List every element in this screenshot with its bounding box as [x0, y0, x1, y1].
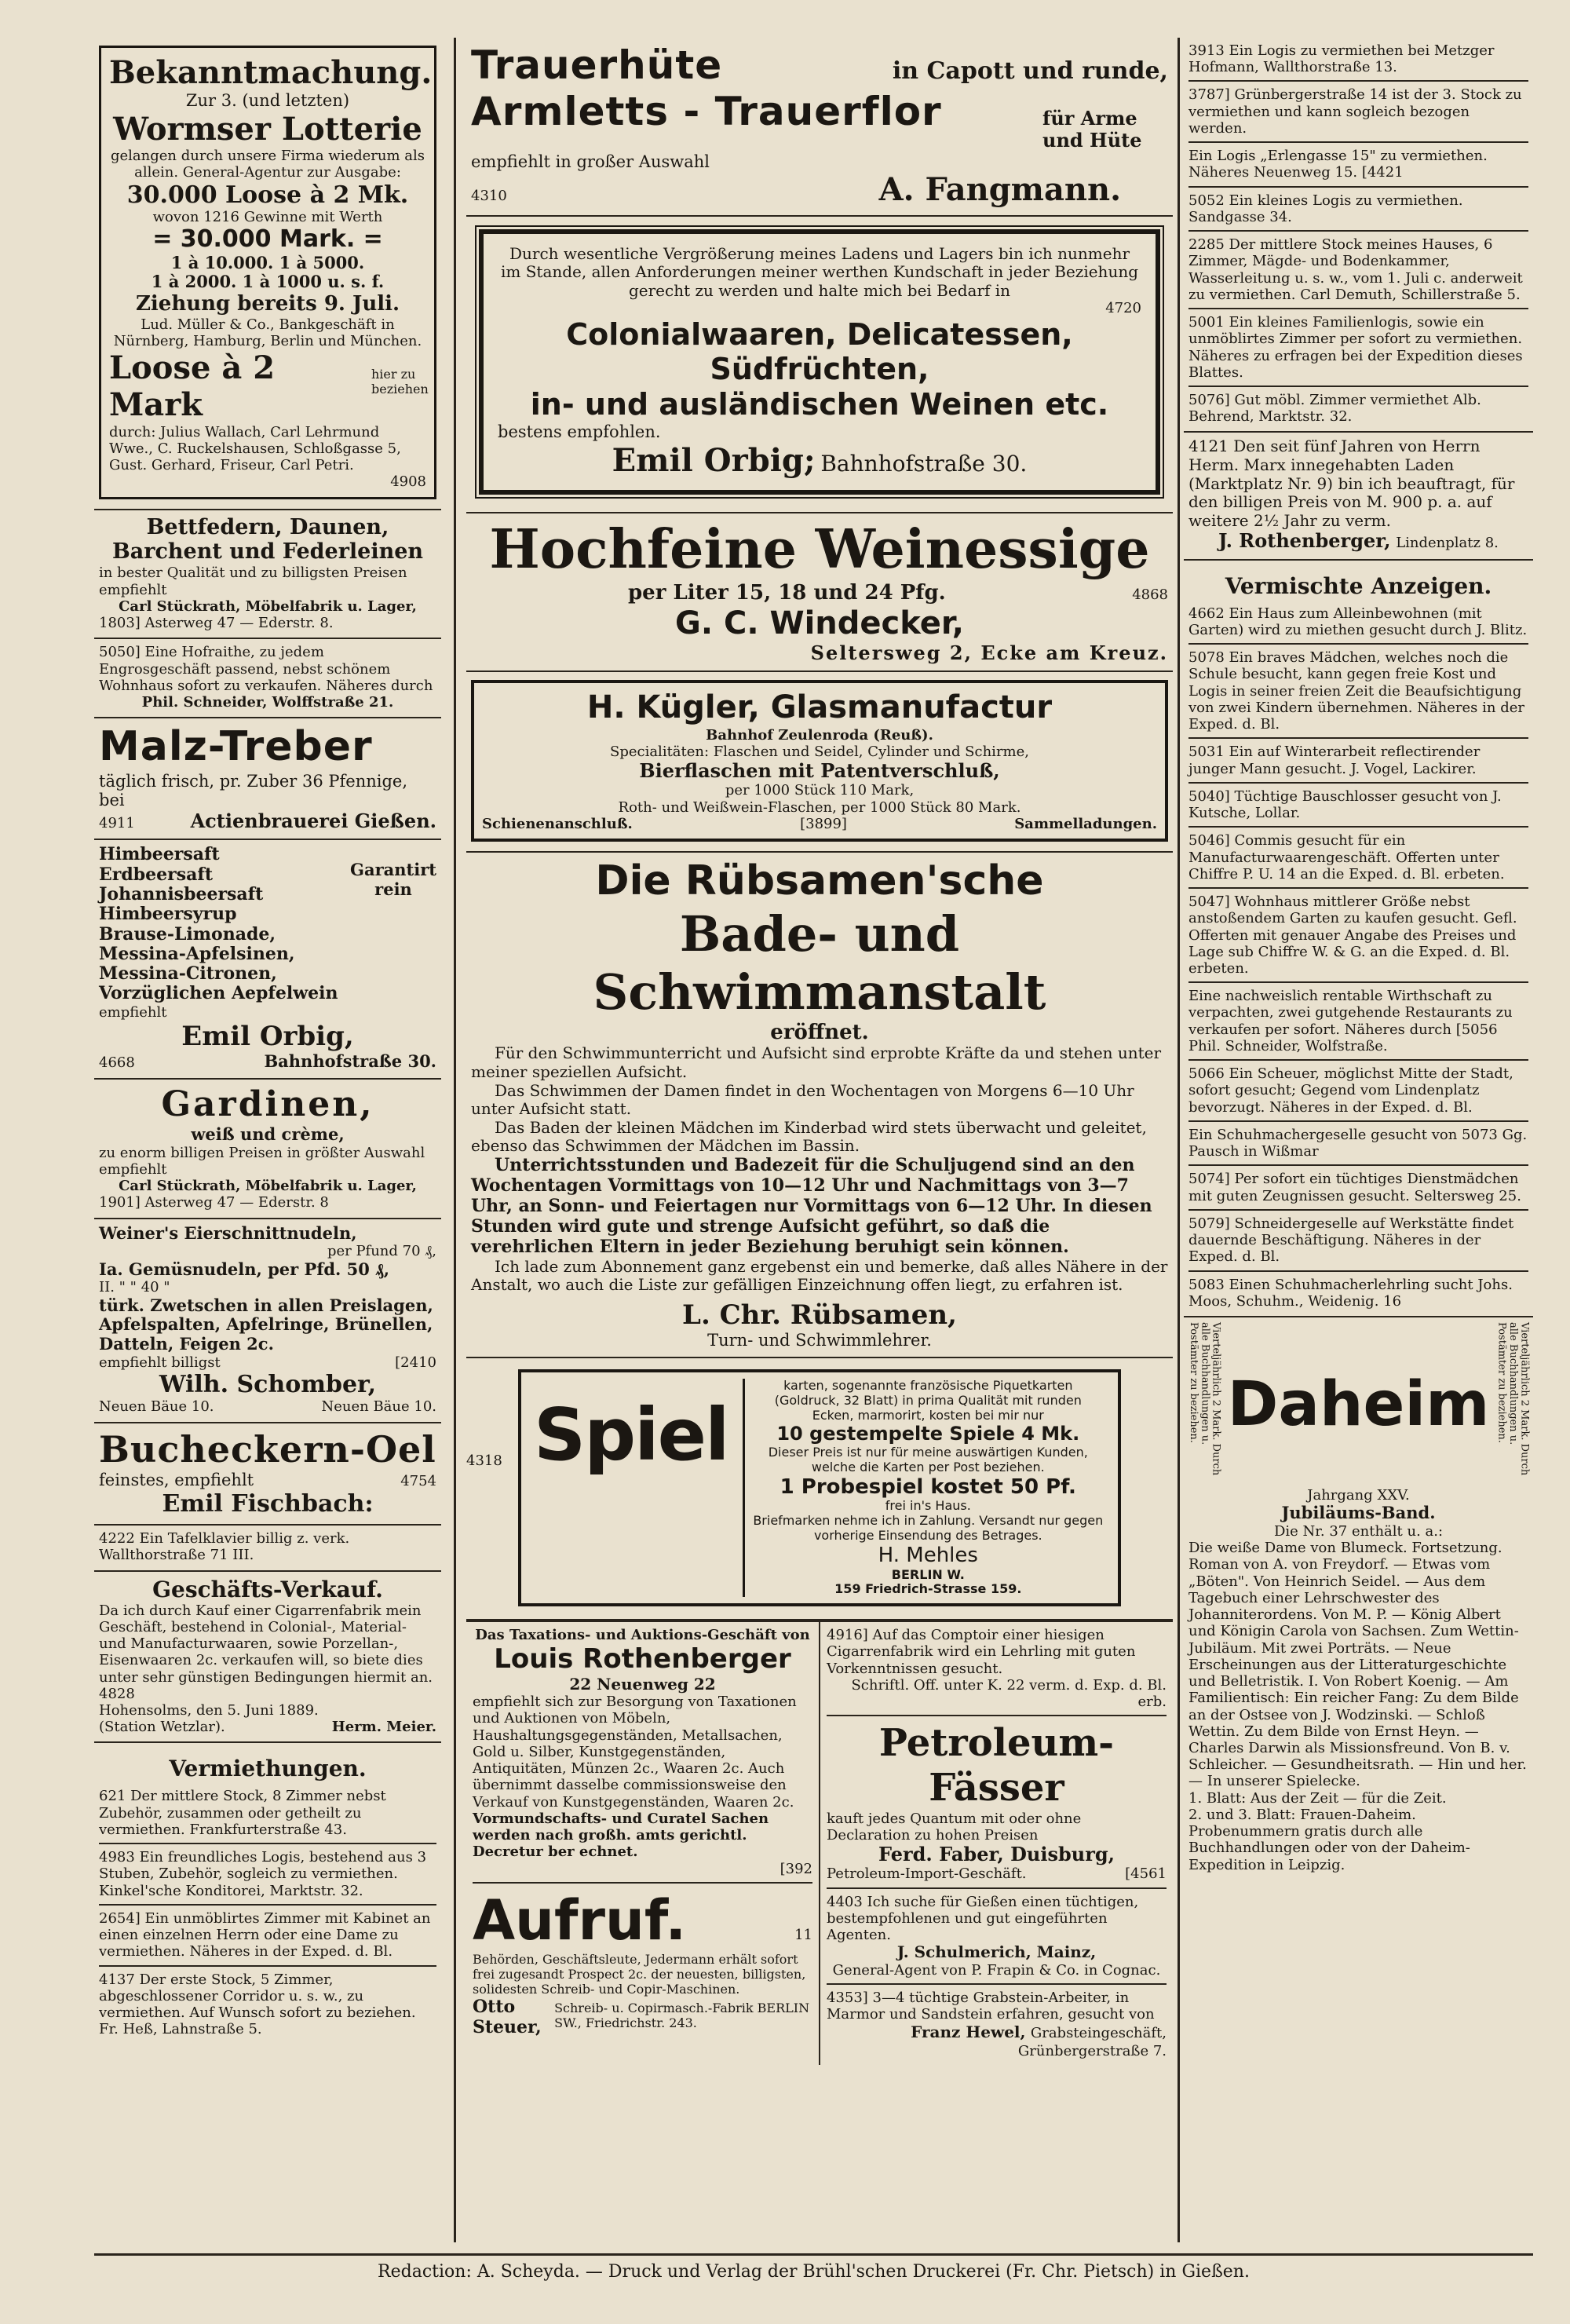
list-item: 5076] Gut möbl. Zimmer vermiethet Alb. Behrend, Marktstr. 32. — [1188, 391, 1481, 426]
ad-bettfedern: Bettfedern, Daunen, Barchent und Federleinen in bester Qualität und zu billigsten Preisen empfiehlt Carl Stückrath, Möbelfabrik u. Lager, 1803] Asterweg 47 — Ederstr. 8. — [94, 510, 441, 640]
ad-hofraithe: 5050] Eine Hofraithe, zu jedem Engrosgeschäft passend, nebst schönem Wohnhaus sofort zu verkaufen. Näheres durch Phil. Schneider, Wolffstraße 21. — [94, 639, 441, 718]
middle-column — [466, 38, 1173, 2065]
list-item: 5031 Ein auf Winterarbeit reflectirender junger Mann gesucht. J. Vogel, Lackirer. — [1188, 744, 1481, 777]
ad-louis-rothenberger: Das Taxations- und Auktions-Geschäft von Louis Rothenberger 22 Neuenweg 22 empfiehlt sich zur Besorgung von Taxationen und Auktionen von Möbeln, Haushaltungsgegenständen, Metallsachen, Gold u. Silber, Kunstgegenständen, Antiquitäten, Münzen 2c., Waaren 2c. Auch übernimmt dasselbe commissionsweise den Verkauf von Kunstgegenständen, Waaren 2c. Vormundschafts- und Curatel Sachen werden nach großh. amts gerichtl. Decretur ber echnet. [392 Aufruf. 11 Behörden, Geschäftsleute, Jedermann erhält sofort frei zugesandt Prospect 2c. der neuesten, billigsten, solidesten Schreib- und Copir-Maschinen. Otto Steuer, Schreib- u. Copirmasch.-Fabrik BERLIN SW., Friedrichstr. 243. — [466, 1622, 820, 2065]
list-item: 5083 Einen Schuhmacherlehrling sucht Johs. Moos, Schuhm., Weidenig. 16 — [1188, 1276, 1513, 1310]
ad-malz-treber: Malz-Treber täglich frisch, pr. Zuber 36 Pfennige, bei 4911 Actienbrauerei Gießen. — [94, 718, 441, 840]
list-item: 2285 Der mittlere Stock meines Hauses, 6 Zimmer, Mägde- und Bodenkammer, Wasserleitung u. s. w., vom 1. Juli c. anderweit zu vermiethen. Carl Demuth, Schillerstraße 5. — [1188, 236, 1523, 303]
list-item: 3787] Grünbergerstraße 14 ist der 3. Stock zu vermiethen und kann sogleich bezogen werden. — [1188, 86, 1522, 137]
ad-laden-marx: 4121 Den seit fünf Jahren von Herrn Herm. Marx innegehabten Laden (Marktplatz Nr. 9) bin ich beauftragt, für den billigen Preis von M. 900 p. a. auf weitere 2½ Jahr zu verm. J. Rothenberger, Lindenplatz 8. — [1184, 433, 1533, 560]
ad-trauerhuete: Trauerhüte in Capott und runde, Armletts - Trauerflor für Arme und Hüte empfiehlt in großer Auswahl 4310 A. Fangmann. — [466, 38, 1173, 217]
list-item: Ein Logis „Erlengasse 15" zu vermiethen. Näheres Neuenweg 15. [4421 — [1188, 148, 1488, 181]
list-item: Eine nachweislich rentable Wirthschaft zu verpachten, zwei gutgehende Restaurants zu verkaufen per sofort. Näheres durch [5056 Phil. Schneider, Wolfstraße. — [1188, 988, 1513, 1054]
ad-aufruf-title: Aufruf. — [473, 1887, 687, 1953]
list-item: Ein Schuhmachergeselle gesucht von 5073 Gg. Pausch in Wißmar — [1188, 1126, 1528, 1160]
section-vermiethungen — [94, 1743, 441, 2044]
list-item: 5047] Wohnhaus mittlerer Größe nebst anstoßendem Garten zu kaufen gesucht. Gefl. Offerten mit genauer Angabe des Preises und Lage sub Chiffre W. & G. an die Exped. d. Bl. erbeten. — [1188, 893, 1517, 977]
ad-wormser-lotterie: Bekanntmachung. Zur 3. (und letzten) Wormser Lotterie gelangen durch unsere Firma wiederum als allein. General-Agentur zur Ausgabe: 30.000 Loose à 2 Mk. wovon 1216 Gewinne mit Werth = 30.000 Mark. = 1 à 10.000. 1 à 5000. 1 à 2000. 1 à 1000 u. s. f. Ziehung bereits 9. Juli. Lud. Müller & Co., Bankgeschäft in Nürnberg, Hamburg, Berlin und München. Loose à 2 Mark hier zu beziehen durch: Julius Wallach, Carl Lehrmund Wwe., C. Ruckelshausen, Schloßgasse 5, Gust. Gerhard, Friseur, Carl Petri. 4908 — [94, 38, 441, 510]
ad-himbeersaft: Himbeersaft Erdbeersaft Johannisbeersaft Himbeersyrup Brause-Limonade, Messina-Apfelsinen, Messina-Citronen, Vorzüglichen Aepfelwein Garantirt rein empfiehlt Emil Orbig, 4668 Bahnhofstraße 30. — [94, 840, 441, 1079]
daheim-title: Daheim — [1227, 1368, 1490, 1440]
list-item: 2654] Ein unmöblirtes Zimmer mit Kabinet an einen einzelnen Herrn oder eine Dame zu vermiethen. Näheres in der Exped. d. Bl. — [99, 1909, 431, 1960]
right-column — [1184, 38, 1533, 1880]
ad-emil-orbig-colonialwaaren: Durch wesentliche Vergrößerung meines Ladens und Lagers bin ich nunmehr im Stande, allen Anforderungen meiner werthen Kundschaft in jeder Beziehung gerecht zu werden und halte mich bei Bedarf in 4720 Colonialwaaren, Delicatessen, Südfrüchten, in- und ausländischen Weinen etc. bestens empfohlen. Emil Orbig; Bahnhofstraße 30. — [466, 217, 1173, 513]
ad-title: Bekanntmachung. — [109, 54, 433, 91]
ad-petroleum-title: Petroleum-Fässer — [878, 1721, 1115, 1811]
list-item: 5074] Per sofort ein tüchtiges Dienstmädchen mit guten Zeugnissen gesucht. Seltersweg 25. — [1188, 1171, 1521, 1204]
spiel-wordmark: Spiel — [528, 1379, 745, 1597]
list-item: 4983 Ein freundliches Logis, bestehend aus 3 Stuben, Zubehör, sogleich zu vermiethen. Kinkel'sche Konditorei, Marktstr. 32. — [99, 1849, 427, 1899]
list-item: 5052 Ein kleines Logis zu vermiethen. Sandgasse 34. — [1188, 192, 1463, 225]
list-item: 621 Der mittlere Stock, 8 Zimmer nebst Zubehör, zusammen oder getheilt zu vermiethen. Frankfurterstraße 43. — [99, 1788, 386, 1838]
section-title: Vermischte Anzeigen. — [1225, 572, 1492, 599]
list-item: 5046] Commis gesucht für ein Manufacturwaarengeschäft. Offerten unter Chiffre P. U. 14 an die Exped. d. Bl. erbeten. — [1188, 832, 1505, 882]
section-title: Vermiethungen. — [169, 1756, 367, 1782]
ad-badeanstalt: Die Rübsamen'sche Bade- und Schwimmanstalt eröffnet. Für den Schwimmunterricht und Aufsicht sind erprobte Kräfte da und stehen unter meiner speziellen Aufsicht. Das Schwimmen der Damen findet in den Wochentagen von Morgens 6—10 Uhr unter Aufsicht statt. Das Baden der kleinen Mädchen im Kinderbad wird stets überwacht und geleitet, ebenso das Schwimmen der Mädchen im Bassin. Unterrichtsstunden und Badezeit für die Schuljugend sind an den Wochentagen Vormittags von 10—12 Uhr und Nachmittags von 3—7 Uhr, an Sonn- und Feiertagen nur Vormittags von 6—12 Uhr. In diesen Stunden wird gute und strenge Aufsicht geführt, so daß die verehrlichen Eltern in jeder Beziehung beruhigt sein können. Ich lade zum Abonnement ganz ergebenst ein und bemerke, daß alles Nähere in der Anstalt, wo auch die Liste zur gefälligen Einzeichnung offen liegt, zu erfahren ist. L. Chr. Rübsamen, Turn- und Schwimmlehrer. — [466, 853, 1173, 1358]
list-item: 5066 Ein Scheuer, möglichst Mitte der Stadt, sofort gesucht; Gegend vom Lindenplatz bevorzugt. Näheres in der Exped. d. Bl. — [1188, 1065, 1513, 1116]
left-column — [94, 38, 441, 2044]
list-item: 4137 Der erste Stock, 5 Zimmer, abgeschlossener Corridor u. s. w., zu vermiethen. Auf Wunsch sofort zu beziehen. Fr. Heß, Lahnstraße 5. — [99, 1971, 416, 2038]
list-item: 5001 Ein kleines Familienlogis, sowie ein unmöblirtes Zimmer per sofort zu vermiethen. Näheres zu erfragen bei der Expedition dieses Blattes. — [1188, 314, 1523, 381]
section-vermischte-anzeigen — [1184, 561, 1533, 1317]
list-item: 5079] Schneidergeselle auf Werkstätte findet dauernde Beschäftigung. Näheres in der Exped. d. Bl. — [1188, 1215, 1514, 1266]
middle-split-ads — [466, 1621, 1173, 2065]
ad-bucheckern-oel: Bucheckern-Oel feinstes, empfiehlt 4754 Emil Fischbach: — [94, 1423, 441, 1526]
list-item: 3913 Ein Logis zu vermiethen bei Metzger Hofmann, Wallthorstraße 13. — [1188, 42, 1495, 76]
list-item: 5078 Ein braves Mädchen, welches noch die Schule besucht, kann gegen freie Kost und Logis in seiner freien Zeit die Beaufsichtigung von zwei Kindern übernehmen. Näheres in der Exped. d. Bl. — [1188, 649, 1524, 733]
ad-weinessige: Hochfeine Weinessige per Liter 15, 18 und 24 Pfg. 4868 G. C. Windecker, Seltersweg 2, Ecke am Kreuz. — [466, 513, 1173, 672]
ad-daheim: Vierteljährlich 2 Mark. Durch alle Buchhandlungen u. Postämter zu beziehen. Daheim Vierteljährlich 2 Mark. Durch alle Buchhandlungen u. Postämter zu beziehen. Jahrgang XXV. Jubiläums-Band. Die Nr. 37 enthält u. a.: Die weiße Dame von Blumeck. Fortsetzung. Roman von A. von Freydorf. — Etwas vom „Böten". Von Heinrich Seidel. — Aus dem Tagebuch einer Lehrschwester des Johanniterordens. Von M. P. — König Albert und Königin Carola von Sachsen. Zum Wettin-Jubiläum. Mit zwei Porträts. — Neue Erscheinungen aus der Litteraturgeschichte und Belletristik. I. Von Robert Koenig. — Am Familientisch: Ein reicher Fang: Zu dem Bilde an der Ostsee von J. Wodzinski. — Schloß Wettin. Zu dem Bilde von Ernst Heyn. — Charles Darwin als Missionsfreund. Von B. v. Schleicher. — Gesundheitsrath. — Hin und her. — In unserer Spielecke. 1. Blatt: Aus der Zeit — für die Zeit. 2. und 3. Blatt: Frauen-Daheim. Probenummern gratis durch alle Buchhandlungen oder von der Daheim-Expedition in Leipzig. — [1188, 1321, 1531, 1873]
ad-spielkarten-mehles: 4318 Spiel karten, sogenannte französische Piquetkarten (Goldruck, 32 Blatt) in prima Qualität mit runden Ecken, marmorirt, kosten bei mir nur 10 gestempelte Spiele 4 Mk. Dieser Preis ist nur für meine auswärtigen Kunden, welche die Karten per Post beziehen. 1 Probespiel kostet 50 Pf. frei in's Haus. Briefmarken nehme ich in Zahlung. Versandt nur gegen vorherige Einsendung des Betrages. H. Mehles BERLIN W. 159 Friedrich-Strasse 159. — [466, 1358, 1173, 1621]
ad-tafelklavier: 4222 Ein Tafelklavier billig z. verk. Wallthorstraße 71 III. — [94, 1526, 441, 1571]
ad-gardinen: Gardinen, weiß und crème, zu enorm billigen Preisen in größter Auswahl empfiehlt Carl Stückrath, Möbelfabrik u. Lager, 1901] Asterweg 47 — Ederstr. 8 — [94, 1080, 441, 1219]
ads-logis — [1184, 38, 1533, 433]
ad-schomber: Weiner's Eierschnittnudeln, per Pfund 70 ₰, Ia. Gemüsnudeln, per Pfd. 50 ₰, II. " " 40 " türk. Zwetschen in allen Preislagen, Apfelspalten, Apfelringe, Brünellen, Datteln, Feigen 2c. empfiehlt billigst [2410 Wilh. Schomber, Neuen Bäue 10. Neuen Bäue 10. — [94, 1219, 441, 1423]
list-item: 4662 Ein Haus zum Alleinbewohnen (mit Garten) wird zu miethen gesucht durch J. Blitz. — [1188, 605, 1528, 638]
footer-imprint: Redaction: A. Scheyda. — Druck und Verlag der Brühl'schen Druckerei (Fr. Chr. Pietsch) in Gießen. — [94, 2253, 1533, 2282]
column-rule-right — [1178, 38, 1180, 2242]
ad-kuegler-glasmanufactur: H. Kügler, Glasmanufactur Bahnhof Zeulenroda (Reuß). Specialitäten: Flaschen und Seidel, Cylinder und Schirme, Bierflaschen mit Patentverschluß, per 1000 Stück 110 Mark, Roth- und Weißwein-Flaschen, per 1000 Stück 80 Mark. Schienenanschluß. [3899] Sammelladungen. — [466, 672, 1173, 853]
ad-column-right-of-split: 4916] Auf das Comptoir einer hiesigen Cigarrenfabrik wird ein Lehrling mit guten Vorkenntnissen gesucht. Schriftl. Off. unter K. 22 verm. d. Exp. d. Bl. erb. Petroleum-Fässer kauft jedes Quantum mit oder ohne Declaration zu hohen Preisen Ferd. Faber, Duisburg, Petroleum-Import-Geschäft. [4561 4403 Ich suche für Gießen einen tüchtigen, bestempfohlenen und gut eingeführten Agenten. J. Schulmerich, Mainz, General-Agent von P. Frapin & Co. in Cognac. 4353] 3—4 tüchtige Grabstein-Arbeiter, in Marmor und Sandstein erfahren, gesucht von Franz Hewel, Grabsteingeschäft, Grünbergerstraße 7. — [827, 1627, 1167, 2060]
column-rule-left — [454, 38, 456, 2242]
ad-geschaefts-verkauf: Geschäfts-Verkauf. Da ich durch Kauf einer Cigarrenfabrik mein Geschäft, bestehend in Colonial-, Material- und Manufacturwaaren, sowie Porzellan-, Eisenwaaren 2c. verkaufen will, so biete dies unter sehr günstigen Bedingungen hiermit an. 4828 Hohensolms, den 5. Juni 1889. (Station Wetzlar). Herm. Meier. — [94, 1572, 441, 1744]
list-item: 5040] Tüchtige Bauschlosser gesucht von J. Kutsche, Lollar. — [1188, 787, 1502, 822]
